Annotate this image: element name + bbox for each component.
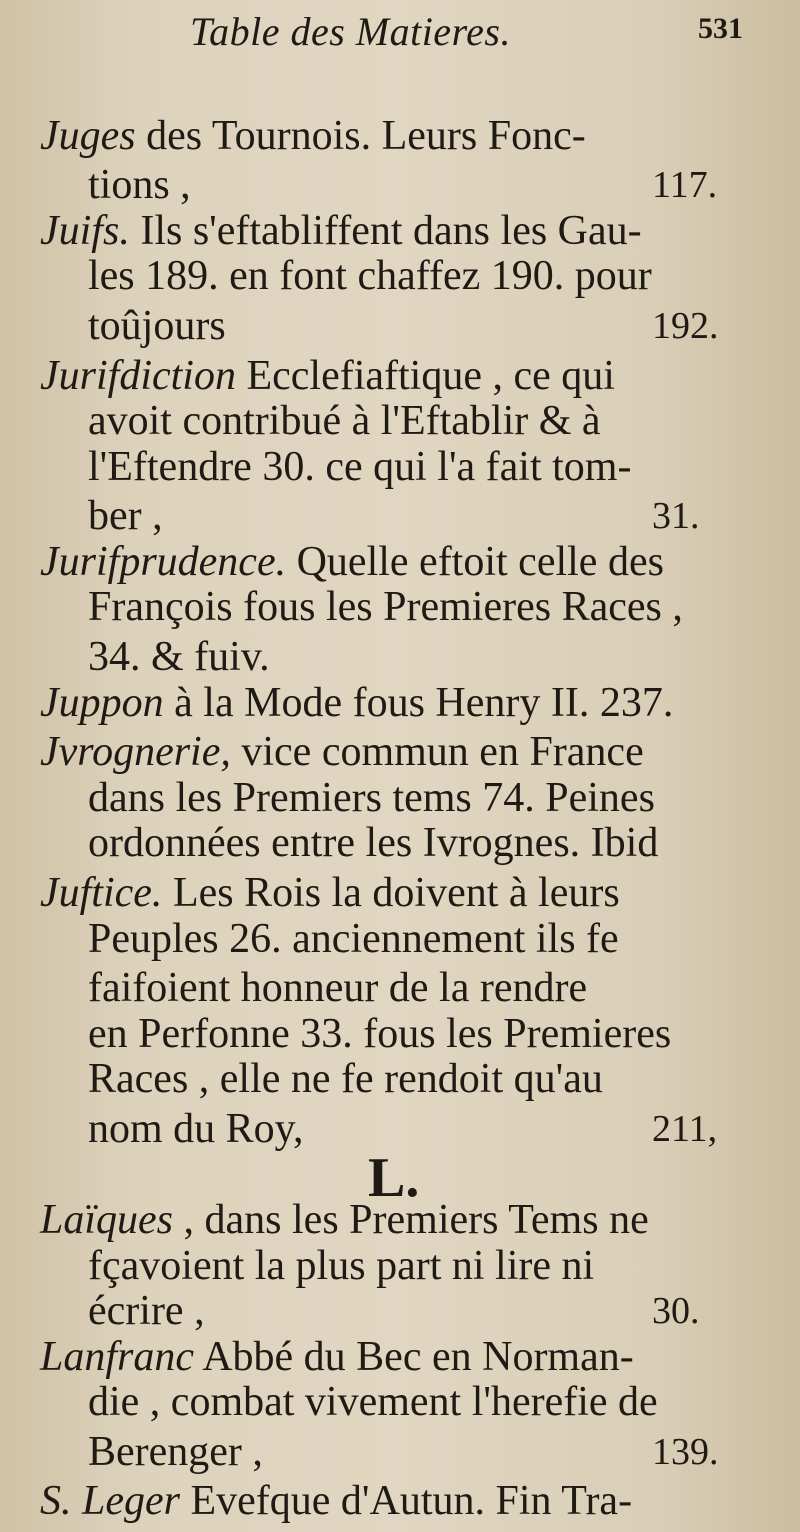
index-body: écrire ,	[88, 1288, 205, 1334]
index-body: die , combat vivement l'herefie de	[88, 1379, 658, 1425]
index-line-text	[88, 579, 683, 635]
index-body: en Perfonne 33. fous les Premieres	[88, 1011, 672, 1057]
index-line	[0, 298, 800, 354]
index-line-text	[88, 1424, 263, 1480]
index-line	[0, 815, 800, 871]
index-page-ref: 31.	[652, 495, 700, 537]
running-title: Table des Matieres.	[190, 9, 511, 54]
index-body: vice commun en France	[230, 729, 644, 775]
index-page-ref: 192.	[652, 305, 719, 347]
index-body: fçavoient la plus part ni lire ni	[88, 1243, 595, 1289]
index-headword: S. Leger	[40, 1478, 180, 1524]
index-headword: Jurifprudence.	[40, 539, 287, 585]
section-letter: L.	[368, 1147, 420, 1209]
index-body: Races , elle ne fe rendoit qu'au	[88, 1056, 603, 1102]
index-line-text	[40, 675, 673, 731]
index-line	[0, 108, 800, 164]
index-headword: Juifs.	[40, 208, 130, 254]
index-page-ref: 211,	[652, 1108, 718, 1150]
index-body: des Tournois. Leurs Fonc-	[135, 113, 586, 159]
index-body: François fous les Premieres Races ,	[88, 584, 683, 630]
index-line	[0, 675, 800, 731]
index-body: Peuples 26. anciennement ils fe	[88, 916, 619, 962]
index-line	[0, 579, 800, 635]
index-page-ref: 139.	[652, 1431, 719, 1473]
index-line-text	[88, 1051, 603, 1107]
index-line	[0, 911, 800, 967]
index-body: ordonnées entre les Ivrognes. Ibid	[88, 820, 659, 866]
index-body: Ils s'eftabliffent dans les Gau-	[129, 208, 642, 254]
index-line	[0, 439, 800, 495]
index-page-ref: 117.	[652, 164, 718, 206]
index-headword: Jvrognerie,	[40, 729, 231, 775]
index-headword: Juppon	[40, 680, 164, 726]
index-line-text	[40, 108, 586, 164]
index-line	[0, 1473, 800, 1529]
page-header	[0, 8, 800, 58]
index-body: faifoient honneur de la rendre	[88, 965, 588, 1011]
index-line-text	[88, 1374, 658, 1430]
index-body: ber ,	[88, 493, 163, 539]
index-body: Les Rois la doivent à leurs	[162, 870, 620, 916]
page-number: 531	[698, 12, 743, 45]
index-body: l'Eftendre 30. ce qui l'a fait tom-	[88, 444, 632, 490]
index-line	[0, 248, 800, 304]
index-body: dans les Premiers tems 74. Peines	[88, 775, 655, 821]
index-headword: Juftice.	[40, 870, 163, 916]
index-body: Quelle eftoit celle des	[286, 539, 664, 585]
index-body: Abbé du Bec en Norman-	[194, 1334, 634, 1380]
index-line-text	[88, 815, 658, 871]
index-body: tions ,	[88, 162, 191, 208]
index-headword: Juges	[40, 113, 136, 159]
index-line	[0, 1374, 800, 1430]
index-body: Berenger ,	[88, 1429, 263, 1475]
index-line	[0, 1424, 800, 1480]
index-line-text	[88, 248, 652, 304]
index-body: les 189. en font chaffez 190. pour	[88, 253, 652, 299]
index-headword: Laïques	[40, 1197, 174, 1243]
index-headword: Jurifdiction	[40, 353, 236, 399]
index-headword: Lanfranc	[40, 1334, 195, 1380]
index-body: Evefque d'Autun. Fin Tra-	[180, 1478, 633, 1524]
index-line-text	[88, 439, 631, 495]
index-body: toûjours	[88, 303, 226, 349]
index-body: , dans les Premiers Tems ne	[173, 1197, 649, 1243]
index-body: 34. & fuiv.	[88, 634, 270, 680]
index-line-text	[88, 911, 619, 967]
index-body: Ecclefiaftique , ce qui	[235, 353, 615, 399]
index-line-text	[88, 298, 226, 354]
index-line	[0, 1051, 800, 1107]
index-page-ref: 30.	[652, 1290, 700, 1332]
index-body: nom du Roy,	[88, 1106, 304, 1152]
index-body: à la Mode fous Henry II. 237.	[163, 680, 674, 726]
index-body: avoit contribué à l'Eftablir & à	[88, 398, 601, 444]
index-line-text	[88, 1101, 303, 1157]
index-line-text	[40, 1473, 632, 1529]
